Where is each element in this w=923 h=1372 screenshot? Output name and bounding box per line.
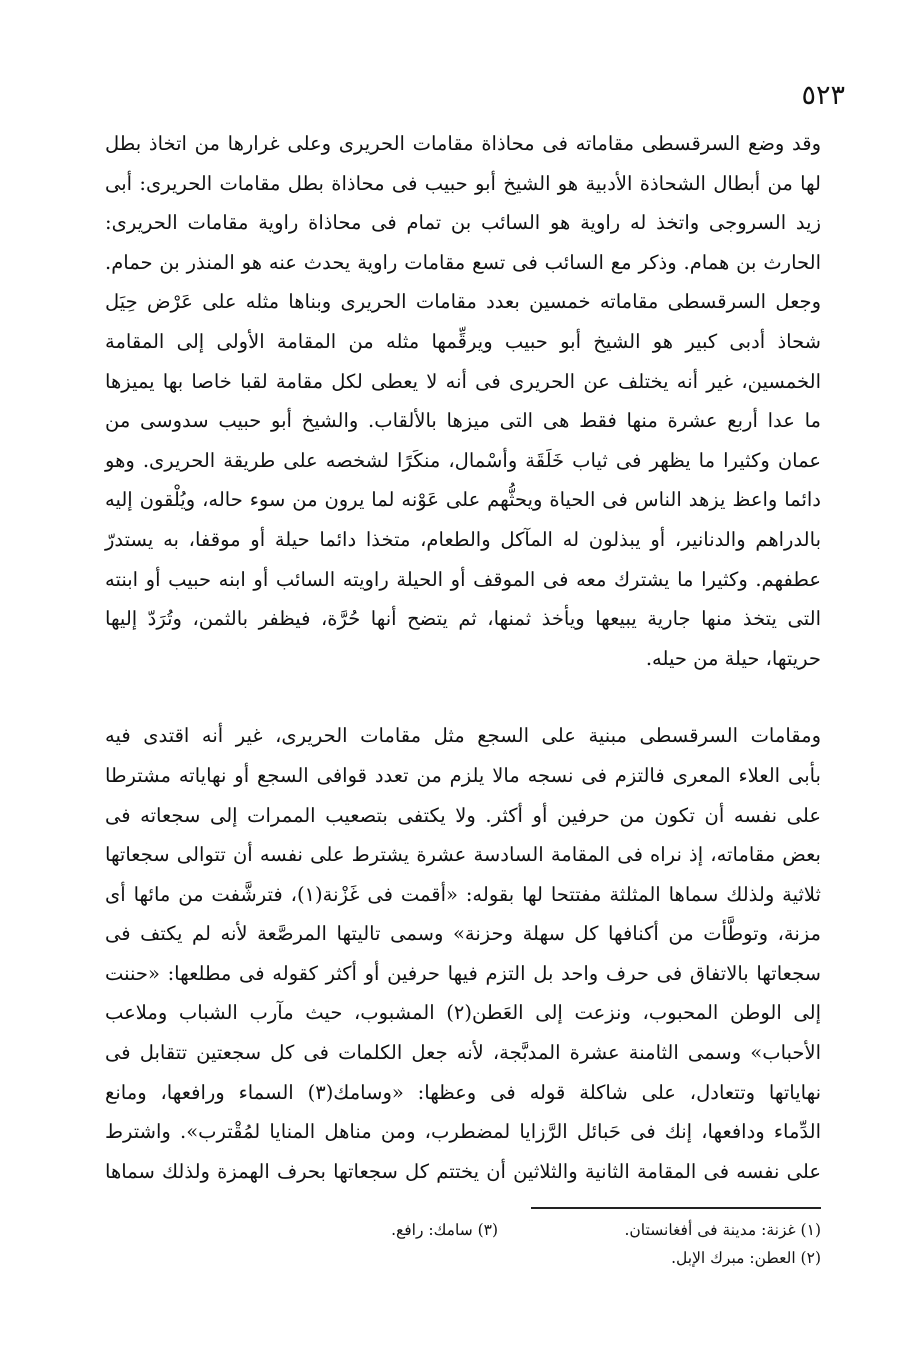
text-line: الدِّماء ودافعها، إنك فى حَبائل الرَّزايا لمضطرب، ومن مناهل المنايا لمُقْترب». واشترط [105, 1120, 821, 1144]
paragraph-gap [105, 678, 821, 716]
footnote-3: (٣) سامك: رافع. [391, 1221, 499, 1239]
footnote-row [105, 1245, 821, 1273]
text-line: عمان وكثيرا ما يظهر فى ثياب خَلَقَة وأسْمال، منكَرًا لشخصه على طريقة الحريرى. وهو [105, 448, 821, 472]
footnote-separator [531, 1207, 821, 1209]
text-line: ما عدا أربع عشرة منها فقط هى التى ميزها بالألقاب. والشيخ أبو حبيب سدوسى من [105, 409, 821, 433]
text-line: وجعل السرقسطى مقاماته خمسين بعدد مقامات الحريرى وبناها مثله على عَرْض حِيَل [105, 290, 821, 314]
text-line: مزنة، وتوطَّأت من أكنافها كل سهلة وحزنة» وسمى تاليتها المرصَّعة لأنه لم يكتف فى [105, 922, 821, 946]
text-line: حريتها، حيلة من حيله. [645, 646, 821, 670]
text-line: شحاذ أدبى كبير هو الشيخ أبو حبيب ويرقِّمها مثله من المقامة الأولى إلى المقامة [105, 329, 821, 353]
text-line: على نفسه فى المقامة الثانية والثلاثين أن يختتم كل سجعاتها بحرف الهمزة ولذلك سماها [105, 1159, 821, 1183]
text-line: ثلاثية ولذلك سماها المثلثة مفتتحا لها بقوله: «أقمت فى غَزْنة(١)، فترشَّفت من مائها أى [105, 882, 821, 906]
paragraph-1 [105, 124, 821, 678]
text-line: بالدراهم والدنانير، أو يبذلون له المآكل والطعام، متخذا دائما حيلة أو موقفا، به يستدرّ [105, 527, 821, 551]
text-line: الأحباب» وسمى الثامنة عشرة المدبَّجة، لأنه جعل الكلمات فى كل سجعتين تتقابل فى [105, 1041, 821, 1065]
text-line: سجعاتها بالاتفاق فى حرف واحد بل التزم فيها حرفين أو أكثر كقوله فى مطلعها: «حننت [105, 961, 821, 985]
text-line: على نفسه أن تكون من حرفين أو أكثر. ولا يكتفى بتصعيب الممرات إلى سجعاته فى [105, 803, 821, 827]
text-line: ومقامات السرقسطى مبنية على السجع مثل مقامات الحريرى، غير أنه اقتدى فيه [105, 724, 821, 748]
text-line: الحارث بن همام. وذكر مع السائب فى تسع مقامات راوية يحدث عنه هو المنذر بن حمام. [105, 250, 821, 274]
body-text [105, 124, 821, 1191]
text-line: الخمسين، غير أنه يختلف عن الحريرى فى أنه لا يعطى لكل مقامة لقبا خاصا بها يميزها [105, 369, 821, 393]
paragraph-2 [105, 716, 821, 1191]
footnote-2: (٢) العطن: مبرك الإبل. [671, 1249, 821, 1267]
text-line: بأبى العلاء المعرى فالتزم فى نسجه مالا يلزم من تعدد قوافى السجع أو نهاياته مشترطا [105, 763, 821, 787]
text-line: زيد السروجى واتخذ له راوية هو السائب بن تمام فى محاذاة راوية مقامات الحريرى: [105, 211, 821, 235]
text-line: نهاياتها وتتعادل، على شاكلة قوله فى وعظها: «وسامك(٣) السماء ورافعها، ومانع [105, 1080, 821, 1104]
text-line: عطفهم. وكثيرا ما يشترك معه فى الموقف أو الحيلة راويته السائب أو ابنه حبيب أو ابنته [105, 567, 821, 591]
text-line: دائما واعظ يزهد الناس فى الحياة ويحثُّهم على عَوْنه لما يرون من سوء حاله، ويُلْقون إليه [105, 488, 821, 512]
text-line: إلى الوطن المحبوب، ونزعت إلى العَطن(٢) المشبوب، حيث مآرب الشباب وملاعب [105, 1001, 821, 1025]
text-line: بعض مقاماته، إذ نراه فى المقامة السادسة عشرة يشترط على نفسه أن تتوالى سجعاتها [105, 843, 821, 867]
footnote-1: (١) غزنة: مدينة فى أفغانستان. [624, 1221, 821, 1239]
text-line: وقد وضع السرقسطى مقاماته فى محاذاة مقامات الحريرى وعلى غرارها من اتخاذ بطل [105, 132, 821, 155]
text-line: التى يتخذ منها جارية يبيعها ويأخذ ثمنها، ثم يتضح أنها حُرَّة، فيظفر بالثمن، وتُرَدّ إليها [105, 607, 821, 631]
page-number: ٥٢٣ [801, 80, 845, 111]
footnote-row [105, 1217, 821, 1245]
footnotes [105, 1217, 821, 1273]
text-line: لها من أبطال الشحاذة الأدبية هو الشيخ أبو حبيب فى محاذاة بطل مقامات الحريرى: أبى [105, 171, 821, 195]
